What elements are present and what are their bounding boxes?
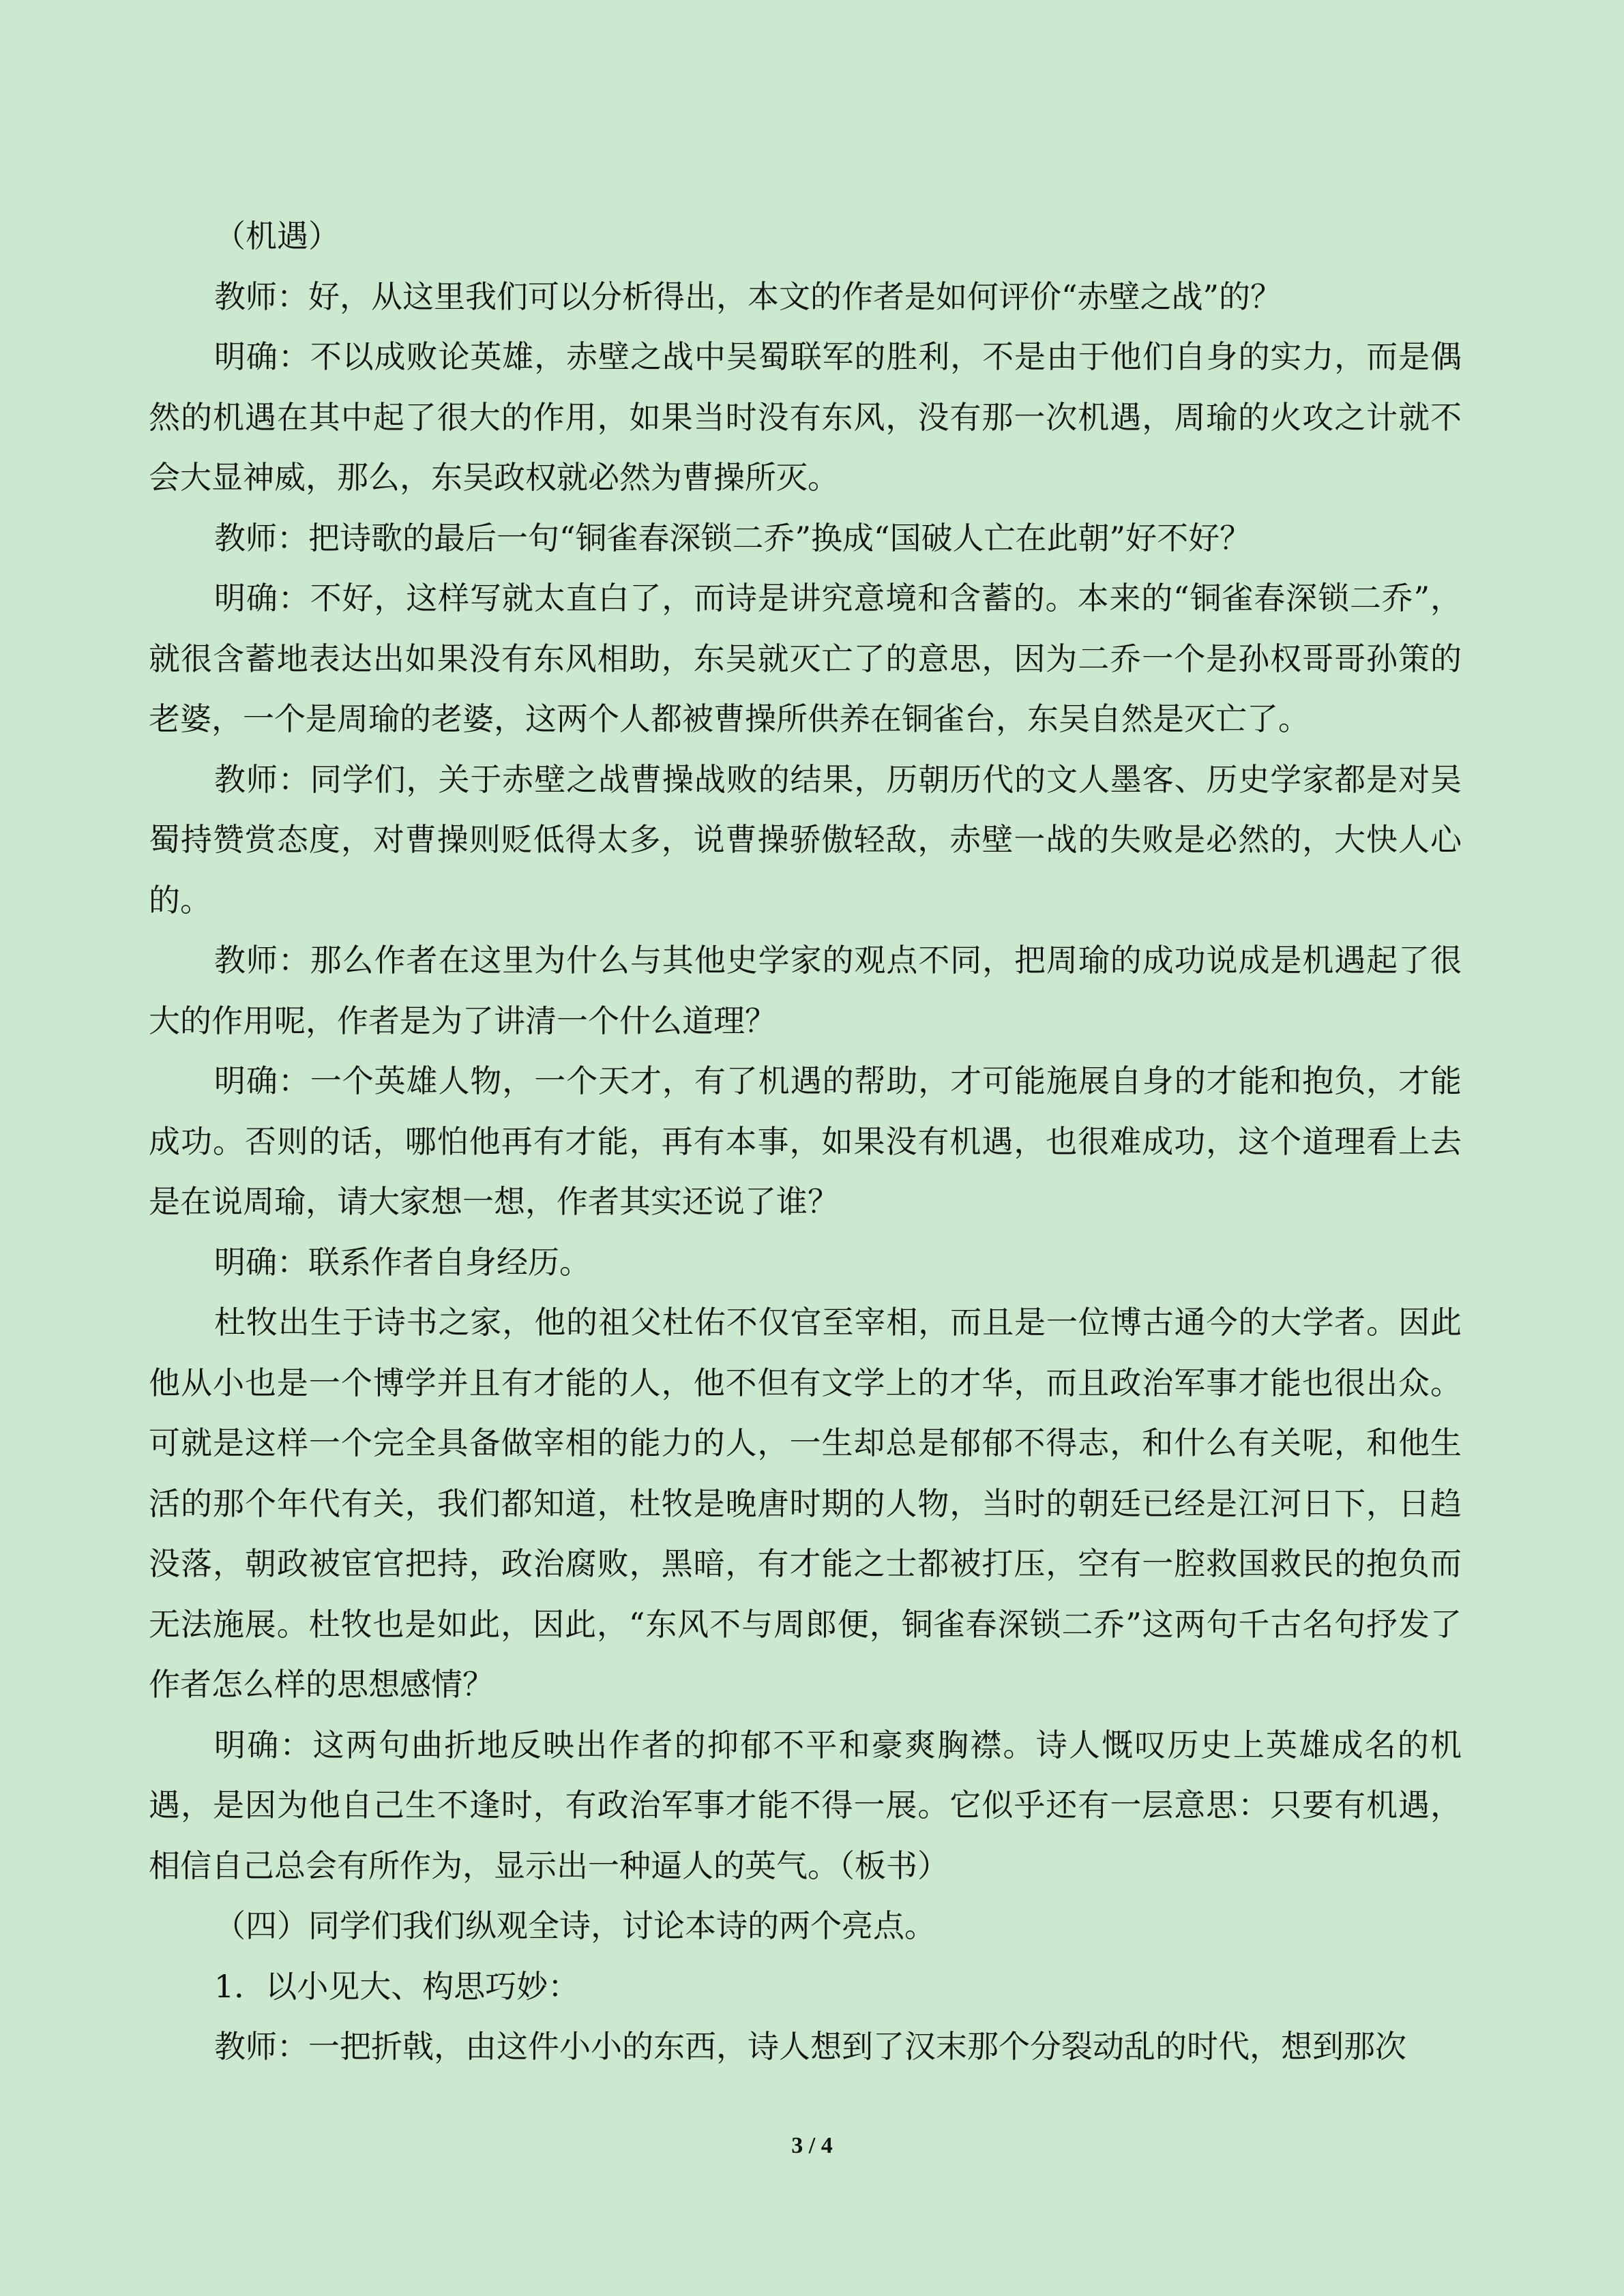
paragraph-du-mu-biography: 杜牧出生于诗书之家，他的祖父杜佑不仅官至宰相，而且是一位博古通今的大学者。因此他从小也是一个博学并且有才能的人，他不但有文学上的才华，而且政治军事才能也很出众。可就是这样一个完全具备做宰相的能力的人，一生却总是郁郁不得志，和什么有关呢，和他生活的那个年代有关，我们都知道，杜牧是晚唐时期的人物，当时的朝廷已经是江河日下，日趋没落，朝政被宦官把持，政治腐败，黑暗，有才能之士都被打压，空有一腔救国救民的抱负而无法施展。杜牧也是如此，因此，“东风不与周郎便，铜雀春深锁二乔”这两句千古名句抒发了作者怎么样的思想感情？	[149, 1304, 1462, 1703]
document-body	[149, 206, 1462, 2077]
paragraph-teacher-question-evaluation: 教师：好，从这里我们可以分析得出，本文的作者是如何评价“赤壁之战”的？	[214, 278, 1282, 315]
paragraph-opportunity-label: （机遇）	[214, 218, 340, 254]
paragraph-answer-evaluation: 明确：不以成败论英雄，赤壁之战中吴蜀联军的胜利，不是由于他们自身的实力，而是偶然的机遇在其中起了很大的作用，如果当时没有东风，没有那一次机遇，周瑜的火攻之计就不会大显神威，那么，东吴政权就必然为曹操所灭。	[149, 338, 1462, 496]
paragraph-answer-feelings: 明确：这两句曲折地反映出作者的抑郁不平和豪爽胸襟。诗人慨叹历史上英雄成名的机遇，是因为他自己生不逢时，有政治军事才能不得一展。它似乎还有一层意思：只要有机遇，相信自己总会有所作为，显示出一种逼人的英气。（板书）	[149, 1726, 1462, 1884]
paragraph-teacher-broken-halberd: 教师：一把折戟，由这件小小的东西，诗人想到了汉末那个分裂动乱的时代，想到那次	[214, 2028, 1406, 2065]
paragraph-answer-author-experience: 明确：联系作者自身经历。	[214, 1243, 591, 1281]
paragraph-section-four-heading: （四）同学们我们纵观全诗，讨论本诗的两个亮点。	[214, 1907, 936, 1944]
page-number: 3 / 4	[791, 2133, 833, 2158]
paragraph-highlight-one-heading: 1．以小见大、构思巧妙：	[214, 1967, 580, 2005]
paragraph-answer-last-line: 明确：不好，这样写就太直白了，而诗是讲究意境和含蓄的。本来的“铜雀春深锁二乔”，就很含蓄地表达出如果没有东风相助，东吴就灭亡了的意思，因为二乔一个是孙权哥哥孙策的老婆，一个是周瑜的老婆，这两个人都被曹操所供养在铜雀台，东吴自然是灭亡了。	[149, 580, 1462, 737]
paragraph-teacher-historians: 教师：同学们，关于赤壁之战曹操战败的结果，历朝历代的文人墨客、历史学家都是对吴蜀持赞赏态度，对曹操则贬低得太多，说曹操骄傲轻敌，赤壁一战的失败是必然的，大快人心的。	[149, 760, 1462, 919]
paragraph-answer-opportunity: 明确：一个英雄人物，一个天才，有了机遇的帮助，才可能施展自身的才能和抱负，才能成功。否则的话，哪怕他再有才能，再有本事，如果没有机遇，也很难成功，这个道理看上去是在说周瑜，请大家想一想，作者其实还说了谁？	[149, 1062, 1462, 1220]
paragraph-teacher-question-last-line: 教师：把诗歌的最后一句“铜雀春深锁二乔”换成“国破人亡在此朝”好不好？	[214, 519, 1252, 556]
paragraph-teacher-question-reason: 教师：那么作者在这里为什么与其他史学家的观点不同，把周瑜的成功说成是机遇起了很大的作用呢，作者是为了讲清一个什么道理？	[149, 942, 1462, 1039]
